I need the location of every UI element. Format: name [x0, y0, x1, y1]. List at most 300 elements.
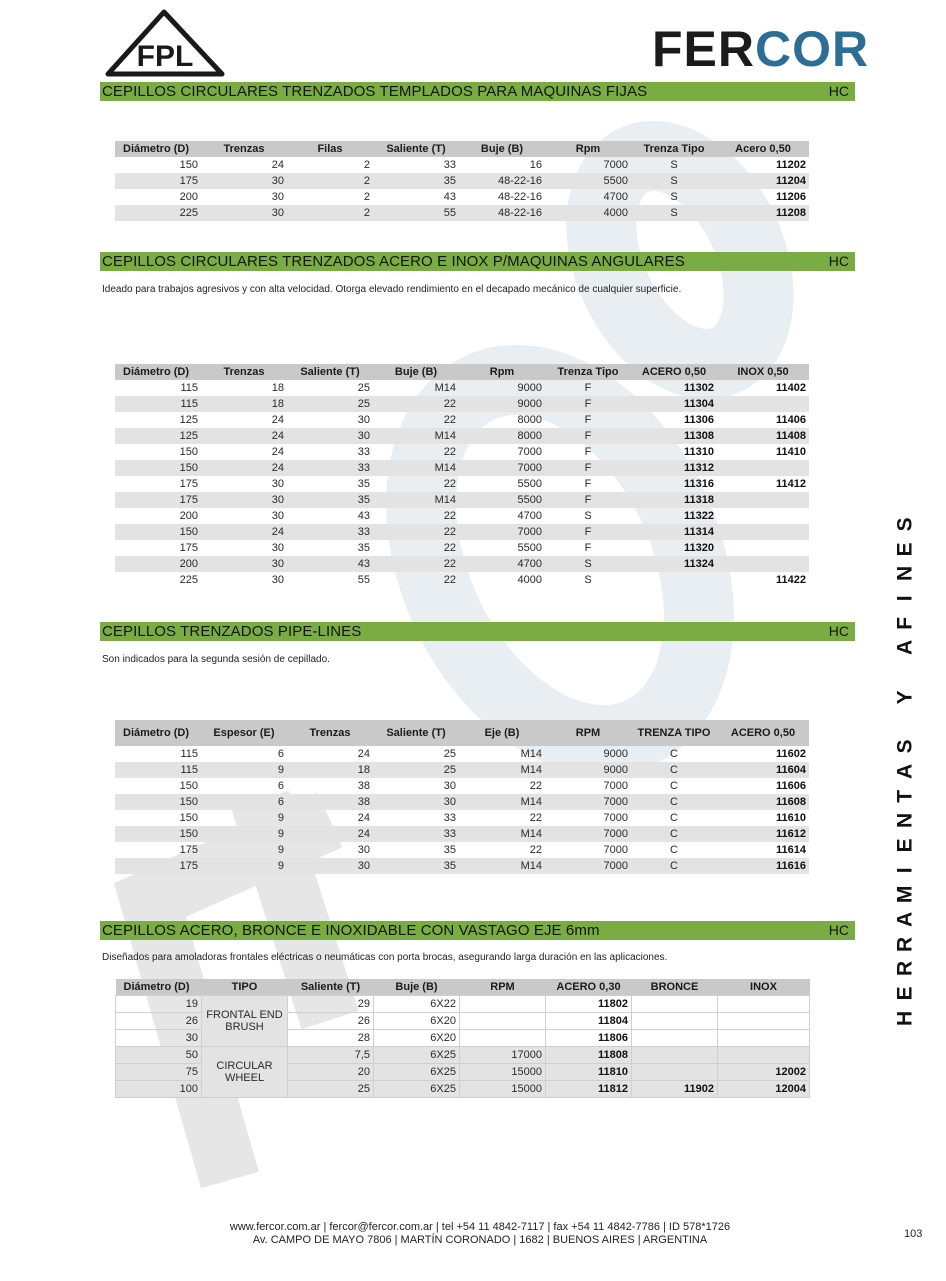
table-cell: 24: [271, 159, 284, 171]
table-row: [115, 396, 809, 412]
table-cell: 11812: [546, 1081, 632, 1098]
table-cell: 115: [180, 748, 198, 760]
table-cell: 30: [201, 556, 287, 572]
table-cell: 9000: [459, 396, 545, 412]
table-cell: 11322: [684, 510, 714, 522]
table-cell: 150: [115, 794, 201, 810]
section-2-tag: HC: [828, 253, 849, 269]
table-cell: 12002: [718, 1064, 810, 1081]
table-cell: 22: [529, 844, 542, 856]
table-cell: 175: [115, 173, 201, 189]
table-cell: C: [670, 844, 678, 856]
table-cell: 30: [373, 794, 459, 810]
table-cell: 75: [116, 1064, 202, 1081]
table-cell: 26: [288, 1013, 374, 1030]
table-cell: 25: [287, 396, 373, 412]
side-letter: S: [893, 739, 917, 754]
page-number: 103: [904, 1228, 923, 1240]
footer-address: Av. CAMPO DE MAYO 7806 | MARTÍN CORONADO | 1682 | BUENOS AIRES | ARGENTINA: [252, 1234, 708, 1246]
table-section-2: [115, 364, 809, 588]
section-1-title: CEPILLOS CIRCULARES TRENZADOS TEMPLADOS PARA MAQUINAS FIJAS: [102, 83, 648, 100]
table-cell: 15000: [460, 1081, 546, 1098]
table-cell: 2: [363, 159, 370, 171]
table-cell: S: [545, 556, 631, 572]
table-cell: 22: [443, 414, 456, 426]
table-cell: 115: [115, 396, 201, 412]
table-header-cell: BRONCE: [632, 979, 718, 996]
table-cell: 6: [277, 748, 284, 760]
table-row: [115, 540, 809, 556]
table-cell: [717, 396, 809, 412]
table-cell: 125: [115, 428, 201, 444]
table-cell: 25: [373, 762, 459, 778]
table-cell: [717, 492, 809, 508]
table-cell: 24: [357, 812, 370, 824]
table-cell: 11604: [717, 762, 809, 778]
table-cell: 6X25: [374, 1064, 460, 1081]
fercor-logo: [652, 21, 870, 77]
table-cell: 7000: [459, 524, 545, 540]
table-cell: 48-22-16: [459, 205, 545, 221]
table-cell: F: [545, 460, 631, 476]
table-header-cell: TRENZA TIPO: [631, 720, 717, 746]
table-cell: [460, 1013, 546, 1030]
table-cell: 225: [115, 205, 201, 221]
table-row: [115, 412, 809, 428]
table-header-cell: ACERO 0,30: [546, 979, 632, 996]
table-cell: 100: [116, 1081, 202, 1098]
table-header-cell: ACERO 0,50: [631, 364, 717, 380]
table-cell: 11308: [631, 428, 717, 444]
table-cell: 9: [201, 762, 287, 778]
table-header-cell: Espesor (E): [201, 720, 287, 746]
side-letter: R: [893, 936, 917, 952]
table-cell: 6: [277, 780, 284, 792]
table-cell: 22: [443, 510, 456, 522]
table-cell: 29: [288, 996, 374, 1013]
table-cell: 15000: [460, 1064, 546, 1081]
table-cell: [632, 996, 718, 1013]
table-cell: 16: [529, 159, 542, 171]
table-cell: 30: [201, 173, 287, 189]
table-cell: 30: [271, 510, 284, 522]
table-cell: 7000: [545, 826, 631, 842]
table-cell: M14: [373, 460, 459, 476]
table-cell: [632, 1013, 718, 1030]
table-cell: [717, 556, 809, 572]
table-cell: 11206: [776, 191, 806, 203]
table-section-3: [115, 720, 809, 874]
side-letter: T: [893, 789, 917, 803]
table-cell: 9: [201, 826, 287, 842]
table-header-cell: INOX: [718, 979, 810, 996]
table-cell: 11804: [546, 1013, 632, 1030]
table-cell: 38: [287, 794, 373, 810]
table-cell: 17000: [460, 1047, 546, 1064]
table-header-cell: ACERO 0,50: [717, 720, 809, 746]
table-cell: [631, 572, 717, 588]
table-cell: 18: [271, 382, 284, 394]
side-letter: F: [893, 616, 917, 630]
table-cell: 11410: [776, 446, 806, 458]
table-cell: 11602: [776, 748, 806, 760]
table-cell: C: [670, 748, 678, 760]
table-cell: 11608: [717, 794, 809, 810]
table-cell: 9000: [545, 762, 631, 778]
table-cell: 11612: [717, 826, 809, 842]
table-cell: [632, 1064, 718, 1081]
table-cell: 7000: [545, 794, 631, 810]
table-cell: F: [545, 524, 631, 540]
table-row: [115, 858, 809, 874]
table-cell: [717, 540, 809, 556]
table-header-cell: Diámetro (D): [116, 979, 202, 996]
table-row: [116, 996, 810, 1013]
table-cell: 9000: [603, 748, 628, 760]
side-letter: A: [893, 640, 917, 656]
table-row: [116, 1047, 810, 1064]
table-cell: 30: [271, 478, 284, 490]
table-header-cell: Acero 0,50: [717, 141, 809, 157]
table-cell: 11422: [776, 574, 806, 586]
table-cell: 35: [373, 858, 459, 874]
table-cell: 50: [116, 1047, 202, 1064]
table-cell: M14: [459, 762, 545, 778]
section-2-description: Ideado para trabajos agresivos y con alta velocidad. Otorga elevado rendimiento en el decapado mecánico de cualquier superficie.: [102, 284, 682, 295]
table-cell: F: [545, 428, 631, 444]
table-cell: 11902: [632, 1081, 718, 1098]
table-cell: 115: [115, 762, 201, 778]
table-cell: 48-22-16: [459, 173, 545, 189]
table-row: [115, 842, 809, 858]
table-cell: [460, 996, 546, 1013]
side-letter: E: [893, 838, 917, 853]
table-cell: 30: [357, 414, 370, 426]
table-cell: M14: [373, 428, 459, 444]
section-4-tag: HC: [828, 922, 849, 938]
table-cell: 8000: [459, 428, 545, 444]
table-cell: 11316: [684, 478, 714, 490]
table-header-cell: Saliente (T): [288, 979, 374, 996]
table-cell: 7000: [603, 844, 628, 856]
table-cell: [718, 1030, 810, 1047]
table-cell: 7000: [459, 460, 545, 476]
table-cell: 26: [116, 1013, 202, 1030]
table-row: [115, 173, 809, 189]
table-cell: 35: [357, 542, 370, 554]
table-row: [115, 778, 809, 794]
table-cell: 25: [357, 382, 370, 394]
table-header-cell: Trenza Tipo: [631, 141, 717, 157]
table-cell: 11304: [631, 396, 717, 412]
table-cell: 175: [179, 478, 198, 490]
section-3-description: Son indicados para la segunda sesión de cepillado.: [102, 654, 330, 665]
table-cell: 22: [373, 524, 459, 540]
table-row: [115, 444, 809, 460]
table-cell: 11312: [631, 460, 717, 476]
table-header-cell: Eje (B): [459, 720, 545, 746]
table-cell: 25: [443, 748, 456, 760]
section-4-title: CEPILLOS ACERO, BRONCE E INOXIDABLE CON VASTAGO EJE 6mm: [102, 922, 600, 939]
table-cell: 55: [373, 205, 459, 221]
table-header-cell: RPM: [545, 720, 631, 746]
table-cell: 150: [179, 159, 198, 171]
table-row: [115, 508, 809, 524]
table-cell: [632, 1047, 718, 1064]
table-cell: 38: [357, 780, 370, 792]
table-cell: 175: [115, 492, 201, 508]
side-letter: E: [893, 542, 917, 557]
table-cell: [718, 1013, 810, 1030]
table-cell: 9: [201, 858, 287, 874]
table-cell: 200: [179, 510, 198, 522]
table-cell: 11402: [776, 382, 806, 394]
table-cell: 11412: [776, 478, 806, 490]
table-cell: 30: [357, 844, 370, 856]
table-cell: 11808: [546, 1047, 632, 1064]
table-header-cell: INOX 0,50: [717, 364, 809, 380]
table-cell: 9: [277, 812, 284, 824]
table-cell: 11610: [776, 812, 806, 824]
section-3-tag: HC: [828, 623, 849, 639]
table-cell: 33: [287, 524, 373, 540]
table-cell: 7000: [603, 780, 628, 792]
table-cell: F: [545, 396, 631, 412]
table-cell: F: [584, 446, 592, 458]
table-cell: 7,5: [288, 1047, 374, 1064]
table-cell: S: [584, 574, 592, 586]
table-cell: 150: [115, 826, 201, 842]
table-cell: 6X25: [374, 1047, 460, 1064]
side-letter: A: [893, 763, 917, 779]
table-row: [115, 205, 809, 221]
table-cell: 30: [201, 492, 287, 508]
table-cell: 22: [443, 446, 456, 458]
table-header-cell: Trenzas: [201, 364, 287, 380]
side-letter: H: [893, 1010, 917, 1026]
side-letter: A: [893, 911, 917, 927]
table-cell: 43: [287, 556, 373, 572]
table-cell: 150: [115, 524, 201, 540]
table-row: [115, 810, 809, 826]
table-cell: F: [545, 492, 631, 508]
table-row: [115, 556, 809, 572]
section-3-title: CEPILLOS TRENZADOS PIPE-LINES: [102, 623, 362, 640]
table-cell: 18: [201, 396, 287, 412]
table-cell: 4000: [517, 574, 542, 586]
table-header-cell: Buje (B): [373, 364, 459, 380]
table-cell: M14: [520, 748, 542, 760]
table-cell: 20: [288, 1064, 374, 1081]
table-cell: [718, 996, 810, 1013]
table-header-cell: Buje (B): [459, 141, 545, 157]
table-header-cell: Diámetro (D): [115, 720, 201, 746]
table-cell: 4700: [459, 556, 545, 572]
table-cell: 6: [201, 794, 287, 810]
table-cell: 24: [357, 748, 370, 760]
table-cell: 30: [201, 205, 287, 221]
table-cell: 7000: [517, 446, 542, 458]
table-cell: 8000: [517, 414, 542, 426]
table-cell: 2: [287, 205, 373, 221]
table-cell: 55: [357, 574, 370, 586]
table-row: [115, 762, 809, 778]
table-cell: 43: [443, 191, 456, 203]
table-cell: 175: [115, 858, 201, 874]
table-cell: 30: [271, 191, 284, 203]
table-cell: 5500: [459, 492, 545, 508]
table-cell: 11616: [717, 858, 809, 874]
table-cell: 48-22-16: [497, 191, 542, 203]
table-cell: [632, 1030, 718, 1047]
table-cell: 11208: [717, 205, 809, 221]
table-cell: 43: [357, 510, 370, 522]
table-cell: 22: [443, 542, 456, 554]
table-section-1: [115, 141, 809, 221]
table-cell: 35: [287, 492, 373, 508]
table-cell: M14: [459, 794, 545, 810]
side-letter: S: [893, 517, 917, 532]
side-letter: N: [893, 566, 917, 582]
table-cell: 6X20: [374, 1013, 460, 1030]
svg-text:FPL: FPL: [136, 40, 194, 73]
table-cell: 11614: [776, 844, 806, 856]
table-cell: 11302: [684, 382, 714, 394]
table-row: [115, 794, 809, 810]
table-cell: 24: [271, 414, 284, 426]
table-cell: 33: [443, 159, 456, 171]
table-row: [115, 746, 809, 762]
side-letter: Y: [893, 690, 917, 705]
table-cell: 35: [443, 844, 456, 856]
table-cell: 7000: [603, 159, 628, 171]
table-header-cell: Buje (B): [374, 979, 460, 996]
table-cell: C: [631, 826, 717, 842]
table-cell: 12004: [718, 1081, 810, 1098]
table-cell: F: [584, 382, 592, 394]
table-row: [115, 826, 809, 842]
table-cell: 5500: [545, 173, 631, 189]
fercor-logo-fer: FER: [652, 21, 755, 77]
side-letter: N: [893, 813, 917, 829]
table-section-4: [115, 979, 810, 1098]
table-cell: 24: [287, 826, 373, 842]
type-cell: CIRCULAR WHEEL: [202, 1047, 288, 1098]
table-cell: 11202: [776, 159, 806, 171]
table-cell: 22: [373, 556, 459, 572]
table-row: [115, 428, 809, 444]
table-cell: M14: [434, 382, 456, 394]
table-cell: F: [584, 478, 592, 490]
table-cell: 200: [179, 191, 198, 203]
table-cell: 200: [115, 556, 201, 572]
side-letter: M: [893, 885, 917, 904]
table-cell: 28: [288, 1030, 374, 1047]
table-cell: 18: [287, 762, 373, 778]
table-cell: 24: [201, 524, 287, 540]
table-cell: F: [584, 414, 592, 426]
table-cell: 2: [287, 173, 373, 189]
table-row: [115, 476, 809, 492]
table-cell: 24: [201, 428, 287, 444]
table-cell: 24: [201, 460, 287, 476]
table-row: [115, 157, 809, 173]
table-row: [115, 380, 809, 396]
table-cell: 11802: [546, 996, 632, 1013]
table-cell: 30: [271, 574, 284, 586]
table-cell: 7000: [545, 858, 631, 874]
table-cell: 11408: [717, 428, 809, 444]
table-cell: C: [631, 762, 717, 778]
fpl-logo: [104, 8, 226, 80]
table-cell: C: [631, 858, 717, 874]
table-cell: 11320: [684, 542, 714, 554]
table-cell: 30: [287, 428, 373, 444]
table-header-cell: Filas: [287, 141, 373, 157]
table-header-cell: Rpm: [545, 141, 631, 157]
table-cell: 33: [287, 460, 373, 476]
table-cell: 22: [443, 574, 456, 586]
table-header-cell: Diámetro (D): [115, 364, 201, 380]
table-header-cell: Trenzas: [201, 141, 287, 157]
table-cell: [717, 524, 809, 540]
table-cell: S: [584, 510, 592, 522]
table-cell: 11204: [717, 173, 809, 189]
side-letter: E: [893, 986, 917, 1001]
table-cell: 11314: [631, 524, 717, 540]
table-cell: 6X22: [374, 996, 460, 1013]
table-cell: 11306: [684, 414, 714, 426]
fercor-logo-cor: COR: [755, 21, 870, 77]
table-cell: S: [631, 173, 717, 189]
table-cell: F: [584, 542, 592, 554]
table-cell: 22: [443, 478, 456, 490]
table-header-cell: Saliente (T): [373, 720, 459, 746]
table-cell: 35: [357, 478, 370, 490]
table-header-cell: Trenzas: [287, 720, 373, 746]
table-cell: 22: [529, 812, 542, 824]
side-letter: R: [893, 961, 917, 977]
section-1-tag: HC: [828, 83, 849, 99]
table-cell: 125: [179, 414, 198, 426]
table-cell: S: [670, 191, 678, 203]
table-row: [115, 524, 809, 540]
table-cell: 33: [373, 826, 459, 842]
table-cell: 24: [271, 446, 284, 458]
table-cell: 30: [287, 858, 373, 874]
side-letter: I: [893, 867, 917, 873]
table-cell: C: [670, 812, 678, 824]
table-cell: [460, 1030, 546, 1047]
table-cell: S: [670, 159, 678, 171]
table-cell: 11318: [631, 492, 717, 508]
table-row: [115, 189, 809, 205]
table-row: [115, 572, 809, 588]
table-cell: 175: [179, 844, 198, 856]
table-cell: 150: [179, 780, 198, 792]
section-1-header: [100, 82, 855, 101]
table-cell: 115: [180, 382, 198, 394]
table-cell: 25: [288, 1081, 374, 1098]
table-cell: 30: [443, 780, 456, 792]
side-category-label: [890, 512, 922, 1162]
table-header-cell: Diámetro (D): [115, 141, 201, 157]
table-header-cell: TIPO: [202, 979, 288, 996]
table-cell: 175: [179, 542, 198, 554]
table-cell: C: [670, 780, 678, 792]
table-cell: 19: [116, 996, 202, 1013]
table-cell: 33: [443, 812, 456, 824]
